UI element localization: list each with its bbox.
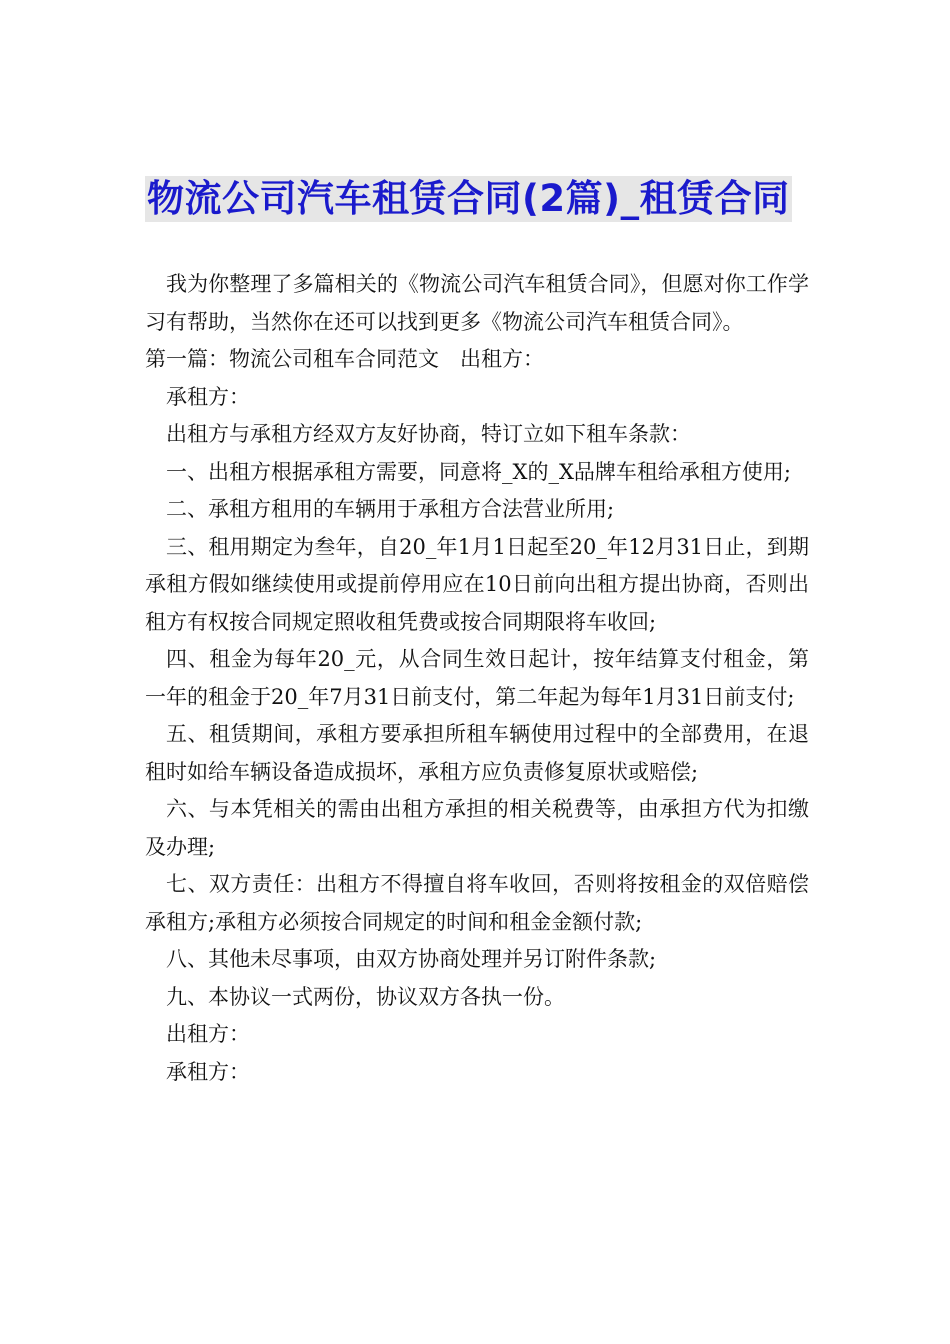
paragraph-clause-8: 八、其他未尽事项，由双方协商处理并另订附件条款;: [166, 947, 657, 971]
paragraph-lessee-label: 承租方：: [166, 384, 250, 409]
paragraph-preamble: 出租方与承租方经双方友好协商，特订立如下租车条款：: [166, 422, 691, 446]
paragraph-clause-7: 七、双方责任：出租方不得擅自将车收回，否则将按租金的双倍赔偿承租方;承租方必须按合同规定的时间和租金金额付款;: [145, 872, 809, 934]
paragraph-clause-3: 三、租用期定为叁年，自20_年1月1日起至20_年12月31日止，到期承租方假如继续使用或提前停用应在10日前向出租方提出协商，否则出租方有权按合同规定照收租凭费或按合同期限将车收回;: [145, 534, 809, 634]
paragraph-intro: 我为你整理了多篇相关的《物流公司汽车租赁合同》，但愿对你工作学习有帮助，当然你在还可以找到更多《物流公司汽车租赁合同》。: [145, 272, 809, 334]
paragraph-clause-4: 四、租金为每年20_元，从合同生效日起计，按年结算支付租金，第一年的租金于20_年7月31日前支付，第二年起为每年1月31日前支付;: [145, 647, 809, 709]
paragraph-clause-9: 九、本协议一式两份，协议双方各执一份。: [166, 984, 565, 1009]
title-container: [145, 176, 805, 224]
paragraph-clause-2: 二、承租方租用的车辆用于承租方合法营业所用;: [166, 497, 615, 521]
paragraph-clause-1: 一、出租方根据承租方需要，同意将_X的_X品牌车租给承租方使用;: [166, 459, 791, 484]
document-body: [145, 266, 809, 1091]
paragraph-clause-5: 五、租赁期间，承租方要承担所租车辆使用过程中的全部费用，在退租时如给车辆设备造成损坏，承租方应负责修复原状或赔偿;: [145, 722, 809, 784]
paragraph-clause-6: 六、与本凭相关的需由出租方承担的相关税费等，由承担方代为扣缴及办理;: [145, 797, 809, 859]
paragraph-section-heading: 第一篇：物流公司租车合同范文 出租方：: [145, 347, 544, 371]
paragraph-lessor-signature: 出租方：: [166, 1022, 250, 1046]
page-title: 物流公司汽车租赁合同(2篇)_租赁合同: [147, 177, 790, 220]
paragraph-lessee-signature: 承租方：: [166, 1059, 250, 1084]
